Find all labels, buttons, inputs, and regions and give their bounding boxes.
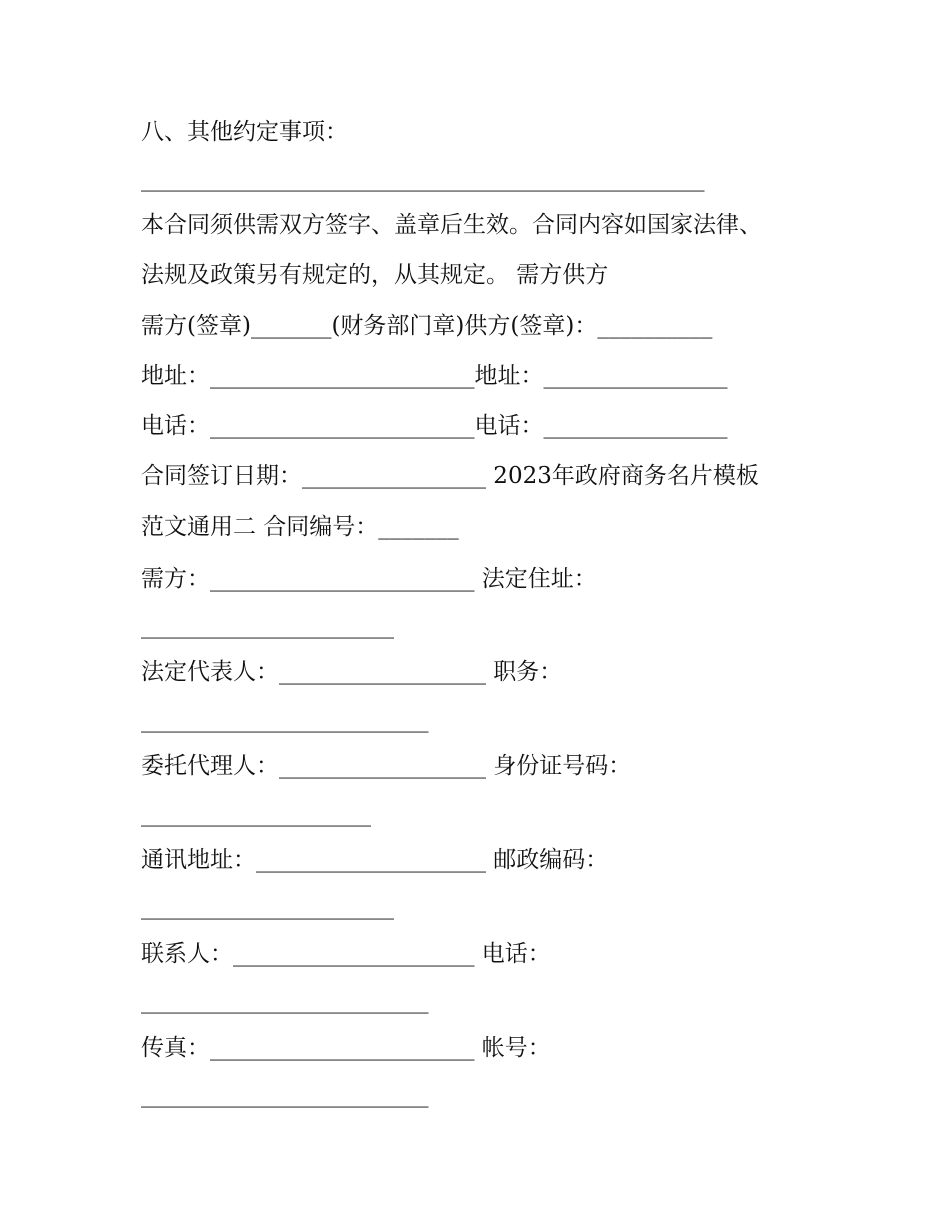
blank-line: _________________________: [141, 707, 429, 733]
section-heading: 八、其他约定事项：: [141, 119, 348, 145]
phone-line: 电话：_______________________电话：________________: [141, 413, 728, 439]
paragraph-line: 本合同须供需双方签字、盖章后生效。合同内容如国家法律、: [141, 212, 762, 238]
blank-line: _________________________________________________: [141, 166, 705, 192]
buyer-line: 需方：_______________________ 法定住址：: [141, 566, 597, 592]
blank-line: ______________________: [141, 613, 394, 639]
blank-line: ______________________: [141, 894, 394, 920]
agent-line: 委托代理人：__________________ 身份证号码：: [141, 753, 632, 779]
blank-line: ____________________: [141, 801, 371, 827]
fax-line: 传真：_______________________ 帐号：: [141, 1035, 551, 1061]
blank-line: _________________________: [141, 988, 429, 1014]
paragraph-line: 法规及政策另有规定的，从其规定。 需方供方: [141, 262, 609, 288]
contract-number-line: 范文通用二 合同编号：_______: [141, 514, 459, 540]
blank-line: _________________________: [141, 1082, 429, 1108]
contact-line: 联系人：_____________________ 电话：: [141, 941, 551, 967]
legal-rep-line: 法定代表人：__________________ 职务：: [141, 659, 563, 685]
sign-date-line: 合同签订日期：________________ 2023年政府商务名片模板: [141, 463, 759, 489]
mail-address-line: 通讯地址：____________________ 邮政编码：: [141, 847, 609, 873]
address-line: 地址：_______________________地址：________________: [141, 363, 728, 389]
signature-line: 需方(签章)_______(财务部门章)供方(签章)：__________: [141, 313, 713, 339]
